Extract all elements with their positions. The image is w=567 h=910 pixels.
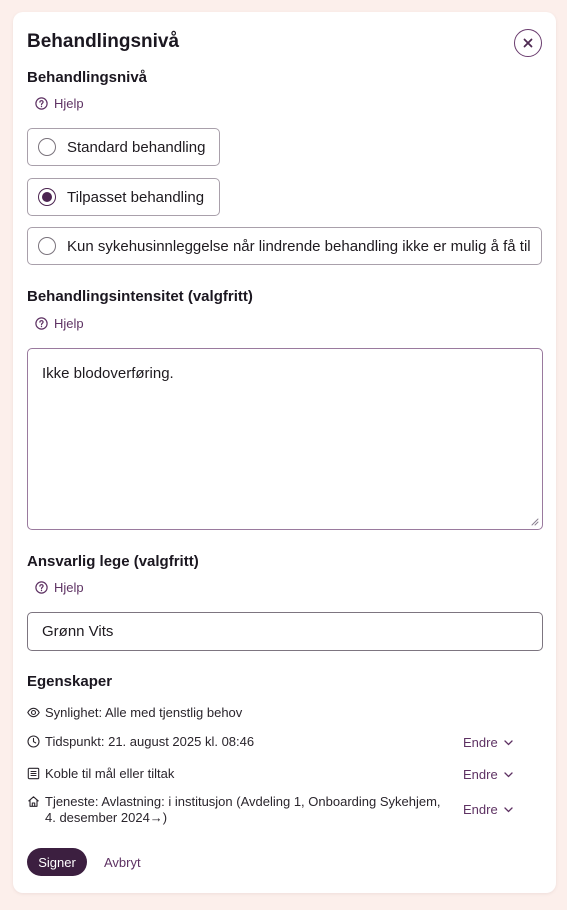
service-row xyxy=(27,794,457,826)
radio-label: Tilpasset behandling xyxy=(67,188,205,206)
home-icon xyxy=(27,795,40,808)
list-icon xyxy=(27,767,40,780)
help-circle-icon xyxy=(35,317,48,330)
intensity-textarea[interactable] xyxy=(27,348,543,530)
chevron-down-icon xyxy=(504,772,513,778)
service-line-2: 4. desember 2024→) xyxy=(45,810,168,825)
dialog-panel xyxy=(13,12,556,893)
change-label: Endre xyxy=(463,802,498,817)
help-label: Hjelp xyxy=(54,580,84,595)
radio-circle xyxy=(38,138,56,156)
sign-button[interactable]: Signer xyxy=(27,848,87,876)
treatment-level-label: Behandlingsnivå xyxy=(27,69,148,86)
time-row xyxy=(27,734,254,750)
service-line-1: Tjeneste: Avlastning: i institusjon (Avdeling 1, Onboarding Sykehjem, xyxy=(45,794,441,809)
time-text: Tidspunkt: 21. august 2025 kl. 08:46 xyxy=(45,734,255,749)
close-icon xyxy=(523,38,533,48)
close-button[interactable] xyxy=(514,29,542,57)
doctor-input[interactable] xyxy=(27,612,543,651)
doctor-help-link[interactable] xyxy=(35,580,84,595)
eye-icon xyxy=(27,706,40,719)
help-circle-icon xyxy=(35,97,48,110)
radio-standard-treatment[interactable] xyxy=(27,128,220,166)
change-label: Endre xyxy=(463,767,498,782)
chevron-down-icon xyxy=(504,740,513,746)
radio-circle xyxy=(38,237,56,255)
intensity-label: Behandlingsintensitet (valgfritt) xyxy=(27,288,253,305)
visibility-row xyxy=(27,705,242,721)
radio-circle-checked xyxy=(38,188,56,206)
time-change-button[interactable] xyxy=(463,735,513,750)
help-circle-icon xyxy=(35,581,48,594)
radio-adapted-treatment[interactable] xyxy=(27,178,220,216)
properties-label: Egenskaper xyxy=(27,673,113,690)
chevron-down-icon xyxy=(504,807,513,813)
link-goal-row xyxy=(27,766,174,782)
help-label: Hjelp xyxy=(54,96,84,111)
link-change-button[interactable] xyxy=(463,767,513,782)
radio-hospitalization-only[interactable] xyxy=(27,227,542,265)
radio-label: Kun sykehusinnleggelse når lindrende behandling ikke er mulig å få til xyxy=(67,237,531,255)
help-label: Hjelp xyxy=(54,316,84,331)
service-text xyxy=(45,794,441,826)
cancel-button[interactable]: Avbryt xyxy=(104,854,141,870)
clock-icon xyxy=(27,735,40,748)
treatment-level-help-link[interactable] xyxy=(35,96,84,111)
resize-grip-icon[interactable] xyxy=(530,517,539,526)
visibility-text: Synlighet: Alle med tjenstlig behov xyxy=(45,705,243,720)
change-label: Endre xyxy=(463,735,498,750)
radio-label: Standard behandling xyxy=(67,138,206,156)
link-goal-text: Koble til mål eller tiltak xyxy=(45,766,175,781)
intensity-help-link[interactable] xyxy=(35,316,84,331)
service-change-button[interactable] xyxy=(463,802,513,817)
doctor-label: Ansvarlig lege (valgfritt) xyxy=(27,553,199,570)
dialog-title: Behandlingsnivå xyxy=(27,31,180,52)
